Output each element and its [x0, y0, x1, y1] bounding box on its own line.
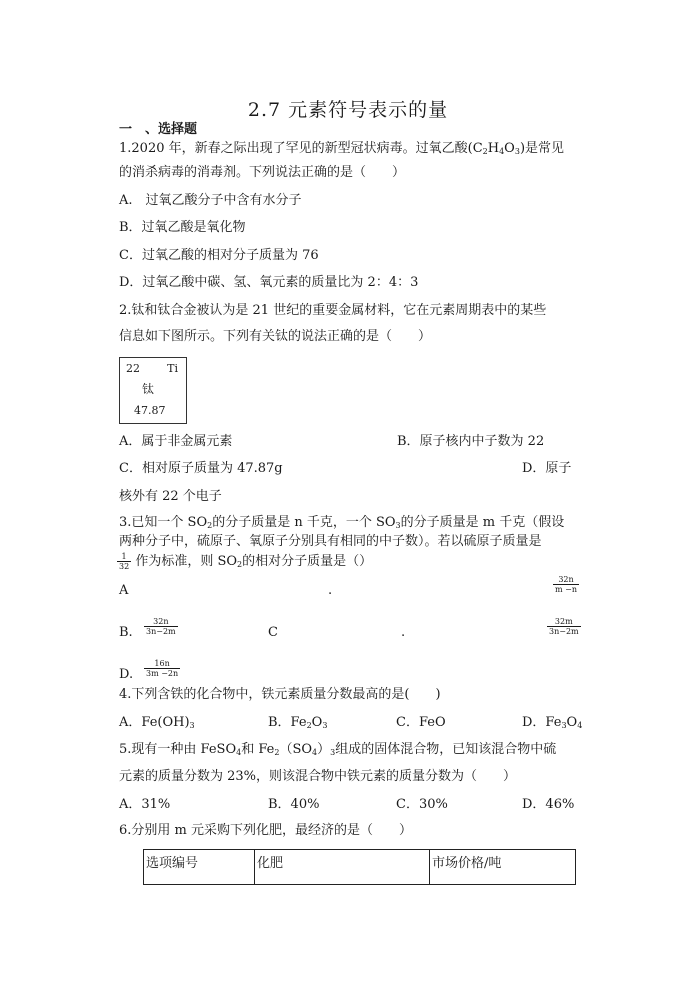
- q1-option-a: A. 过氧乙酸分子中含有水分子: [119, 193, 302, 208]
- q2-option-b: B．原子核内中子数为 22: [397, 434, 545, 449]
- q4-option-c: C．FeO: [396, 715, 446, 730]
- table-header-cell: 化肥: [255, 850, 430, 885]
- q1-option-c: C．过氧乙酸的相对分子质量为 76: [119, 248, 319, 263]
- q2-stem-line2: 信息如下图所示。下列有关钛的说法正确的是（ ）: [119, 329, 432, 344]
- q5-stem-line2: 元素的质量分数为 23%，则该混合物中铁元素的质量分数为（ ）: [119, 769, 517, 784]
- q3-option-b-label: B.: [119, 625, 133, 640]
- q4-option-d: D．$Fe_3O_4$: [522, 715, 583, 730]
- one-over-32-fraction: $\frac{1}{32}$: [119, 552, 130, 571]
- q1-stem-line1: 1.2020 年，新春之际出现了罕见的新型冠状病毒。过氧乙酸$(C_2H_4O_3)$是常见: [119, 141, 565, 156]
- q5-option-c: C．30%: [396, 797, 448, 812]
- q3-option-c-label: C: [268, 625, 278, 640]
- q1-option-d: D．过氧乙酸中碳、氢、氧元素的质量比为 2：4：3: [119, 275, 419, 290]
- q3-option-c-dot: .: [401, 625, 406, 640]
- q2-stem-line1: 2.钛和钛合金被认为是 21 世纪的重要金属材料，它在元素周期表中的某些: [119, 303, 547, 318]
- q3-option-b-fraction: $\frac{32n}{3n-2m}$: [146, 617, 176, 636]
- table-header-cell: 市场价格/吨: [430, 850, 576, 885]
- q4-stem: 4.下列含铁的化合物中，铁元素质量分数最高的是( ): [119, 687, 441, 702]
- q3-stem-line2: 两种分子中，硫原子、氧原子分别具有相同的中子数）。若以硫原子质量是: [119, 534, 542, 549]
- table-header-cell: 选项编号: [144, 850, 255, 885]
- q3-option-a-label: A: [119, 583, 129, 598]
- q5-option-b: B．40%: [268, 797, 320, 812]
- q2-option-a: A．属于非金属元素: [119, 434, 233, 449]
- element-name: 钛: [142, 382, 155, 396]
- q3-option-d-label: D.: [119, 667, 134, 682]
- q5-stem-line1: 5.现有一种由 FeSO$_4$和 $Fe_2(SO_4)_3$组成的固体混合物，已知该混合物中硫: [119, 742, 557, 757]
- q4-option-a: A．$Fe(OH)_3$: [119, 715, 195, 730]
- q3-option-d-fraction: $\frac{16n}{3m -2n}$: [146, 659, 179, 678]
- q5-option-d: D．46%: [522, 797, 575, 812]
- q5-option-a: A．31%: [119, 797, 171, 812]
- q3-stem-line1: 3.已知一个 $SO_2$的分子质量是 n 千克，一个 $SO_3$的分子质量是 m 千克（假设: [119, 515, 565, 530]
- q3-option-a-fraction: $\frac{32n}{m -n}$: [555, 575, 577, 594]
- q6-stem: 6.分别用 m 元采购下列化肥，最经济的是（ ）: [119, 823, 412, 838]
- q3-option-c-fraction: $\frac{32m}{3n-2m}$: [549, 617, 579, 636]
- q1-option-b: B．过氧乙酸是氧化物: [119, 220, 246, 235]
- fertilizer-table: [143, 849, 576, 885]
- q2-option-d-continued: 核外有 22 个电子: [119, 489, 222, 504]
- section-heading: 一 、选择题: [119, 122, 198, 137]
- titanium-element-card: [119, 357, 187, 424]
- q3-stem-line3: $\frac{1}{32}$ 作为标准，则 $SO_2$的相对分子质量是（）: [119, 552, 373, 571]
- q2-option-c: C．相对原子质量为 47.87g: [119, 461, 283, 476]
- q4-option-b: B．$Fe_2O_3$: [268, 715, 328, 730]
- atomic-number: 22: [126, 362, 140, 375]
- page-title: 2.7 元素符号表示的量: [247, 99, 449, 121]
- atomic-mass: 47.87: [134, 404, 166, 417]
- element-symbol: Ti: [167, 362, 178, 375]
- table-header-row: [144, 850, 576, 885]
- q1-stem-line2: 的消杀病毒的消毒剂。下列说法正确的是（ ）: [119, 165, 406, 180]
- q2-option-d: D．原子: [522, 461, 572, 476]
- q3-option-a-dot: .: [328, 583, 333, 598]
